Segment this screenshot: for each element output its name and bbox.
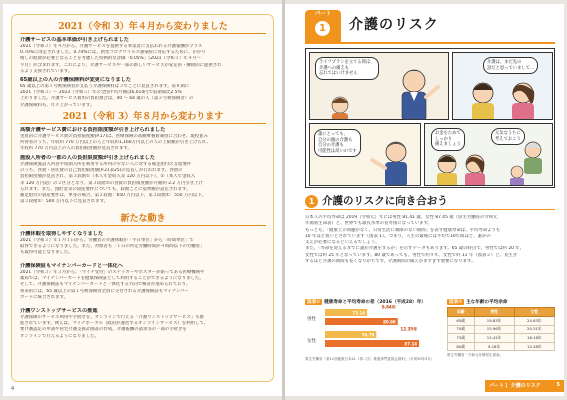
speech-bubble: お金をためて しっかり 備えましょう [431, 128, 465, 151]
table-title: 主な年齢の平均余命 [466, 300, 508, 305]
lifespan-bar-chart [305, 305, 435, 353]
info-box [11, 14, 274, 382]
item-body: 介護保険のサービス利用や手続きを、オンラインで行える「介護ワンストップサービス」も推 進されています。例えば、マイナポータル（政府が運営するオンラインサービス）を利用して、 要介護認定の申請や居宅介護支援計画書の作成、介護報酬の請求等の一部の手続きを オンラインで行えるようになりました。 [20, 315, 209, 339]
page-number: 4 [11, 386, 15, 392]
section3-title: 新たな動き [120, 214, 166, 224]
item-body: 65 歳以上の第１号被保険者が支払う介護保険料は３年ごとに見直されます。第８期に 2021（令和３）〜 2023（令和５）年の全国平均月額は6,014円で前期間比2.5% 上がりました。介護サービス費用の負担割合は、40 〜 64 歳の人（第２号被保険者）の 介護保険料も、年々上がっています。 [20, 84, 194, 108]
table-row [448, 334, 555, 343]
item-body: 介護保険施設入所者や短期入所を利用する所得の少ない人に対する補足給付の支給要件 のうち、食費・居住費の自己負担限度額(P.21表25)の見直しが行われます。食費の 負担限度額が見直され、第３段階①（本人年金収入等 120 万円以下）、②（本人年金収入 等 120 万円超）の２区分となり、第３段階②の食費の負担限度額が月額約 2.2 万円引き上げ られます。また、預貯金等の資産要件についても、段階ごとに基準額が設定されます。 補足給付の資産要件は、単身の場合、第２段階：650 万円以下、第３段階①：550 万円以下、 第３段階②：500 万円以下に見直されます。 [20, 162, 206, 205]
manga-panel-1 [309, 52, 449, 120]
bar-value-label: 72.14 [352, 310, 366, 316]
life-expectancy-table [447, 299, 555, 365]
speech-bubble: 誰にとっても、 自分の親の介護も 自分の介護も 可能性は高いのです [314, 129, 361, 157]
bar-value-label: 87.14 [404, 341, 418, 347]
chart-title: 健康寿命と平均寿命の差（2016（平成28）年） [324, 300, 426, 305]
table-caption [447, 299, 555, 305]
bar-value-label: 80.98 [383, 319, 396, 325]
item-heading: 施設入所者の一部の人の負担限度額が引き上げられました [20, 155, 155, 161]
section-number: 1 [305, 195, 318, 208]
table-cell: 80歳 [448, 342, 475, 351]
table-cell: 24.63年 [514, 317, 554, 326]
table-tag: 図表② [449, 300, 463, 305]
table-header: 男性 [474, 308, 514, 317]
gap-label: 12.35年 [400, 326, 418, 332]
section-header [305, 194, 555, 210]
table-source-note: 厚生労働省「令和元年簡易生命表」 [447, 353, 503, 358]
table-cell: 19.83年 [474, 317, 514, 326]
table-row [448, 317, 555, 326]
item-body: 2021（令和３）年３月から、「マイナ受付」のステッカーやポスターが貼ってある医療機関や 薬局では、マイナンバーカードを健康保険証として利用することができるようになりました。 そして、介護保険証もマイナンバーカードと一体化する方向で検討が進められており、 将来的には、65 歳以上の第１号被保険者全員に交付される介護保険証もマイナンバー カードに統合されます。 [20, 270, 205, 300]
speech-bubble: ライフプランを立てる時は、 介護への備えも 忘れてはいけません [315, 57, 379, 80]
category-label: 男性 [307, 317, 316, 322]
footer-band [485, 380, 564, 392]
section3-title-bar [20, 213, 266, 226]
part-label: パート [314, 11, 332, 17]
speech-bubble: 元気なうちに 考えておこう [491, 128, 525, 145]
table-header: 年齢 [448, 308, 475, 317]
section2-title-bar [20, 111, 266, 124]
item-heading: 65歳以上の人の介護保険料が変更になりました [20, 77, 131, 83]
item-heading: 高額介護サービス費における負担限度額が引き上げられました [20, 127, 166, 133]
item-body: 2021（令和３）年４月から、介護サービスを提供する事業者に支払われる介護報酬がプラス 0.70%に改定されました。0.70%には、新型コロナウイルス感染症に対応するために、かかり 増しの経費が必要となることを考慮した特例的な評価「0.05%」（2021（令和３）年４月〜 ９月）が含まれます。これにより、介護サービスや一部の新しいサービスが安定的・継続的に提供され るよう支援されています。 [20, 44, 222, 74]
manga-strip [305, 48, 555, 188]
item-heading: 介護ワンストップサービスの推進 [20, 308, 98, 314]
chapter-title: 介護のリスク [349, 17, 439, 33]
table-cell: 12.28年 [514, 342, 554, 351]
page-number: 5 [556, 382, 560, 388]
footer-label: パート１ 介護のリスク [489, 383, 541, 389]
table-row [448, 325, 555, 334]
table-cell: 70歳 [448, 325, 475, 334]
section1-title: 2021（令和 3）年４月から変わりました [58, 22, 228, 32]
category-label: 女性 [307, 339, 316, 344]
table-cell: 15.96年 [474, 325, 514, 334]
section-body: 日本人の平均寿命は 2019（令和元）年には男性 81.41 歳、女性 87.45 歳（厚生労働省の令和元 年簡易生命表）と、世界でも最長水準の長寿国になっています。 もっとも、「健康上の問題がなく、日常生活に制限のない期間」を表す健康寿命は、平均寿命よりも 10 年ほど短いとされています（図表 1）。つまり、人生の最後には平均で10年間ほど、誰かの 支えが必要になるといえるでしょう。 また、「寿命を迎えるまでに誰が介護をするか」を示すデータもあります。65 歳の時点で、男性では約 20 年、 女性では約 25 年となっています。80 歳であっても、男性で約９年、女性で約 11 年（図表２）と、長生き するほど介護の期間も長くなりがちです。介護期間の備えがますます重要になります。 [305, 215, 525, 265]
item-heading: 介護保険証もマイナンバーカードと一体化へ [20, 263, 123, 269]
speech-bubble: 介護は、まだ先の 話だと思っていまして… [483, 57, 538, 74]
table-header: 女性 [514, 308, 554, 317]
section1-title-bar [20, 21, 266, 34]
right-page [285, 4, 564, 396]
manga-panel-2 [452, 52, 553, 120]
table-cell: 65歳 [448, 317, 475, 326]
section2-title: 2021（令和 3）年８月から変わります [62, 112, 224, 122]
gap-label: 8.84年 [381, 305, 396, 310]
item-heading: 介護サービスの基本単価が引き上げられました [20, 37, 129, 43]
section-title: 介護のリスクに向き合おう [322, 195, 448, 207]
chart-tag: 図表① [307, 300, 321, 305]
lifespan-chart [305, 299, 435, 365]
table-cell: 9.18年 [474, 342, 514, 351]
bar-value-label: 74.79 [361, 332, 375, 338]
table-cell: 12.41年 [474, 334, 514, 343]
manga-panel-4 [424, 123, 553, 186]
title-rule [305, 42, 555, 44]
table-row [448, 342, 555, 351]
item-body: 実質的に介護サービス費の負担限度額(P.17)は、医療保険の高額療養費制度に合わせ、現役並み 所得者のうち、年収約 770 万円以上の人と年収約1,160万円以上の人の上限額が引き上げられ、 年収約 770 万円以上の人の負担限度額が見直されます。 [20, 134, 211, 152]
table-cell: 20.31年 [514, 325, 554, 334]
life-expectancy-grid [447, 307, 555, 351]
part-badge [305, 10, 341, 42]
manga-panel-3 [309, 123, 421, 186]
part-number: 1 [315, 21, 330, 36]
table-cell: 75歳 [448, 334, 475, 343]
table-cell: 16.16年 [514, 334, 554, 343]
chart-source-note: 厚生労働省「第11回健康日本21（第二次）推進専門委員会資料」（平成30年3月） [305, 357, 435, 361]
item-body: 2021（令和３）年１月１日から、労働者の介護休暇が「半日単位」から「時間単位」で 取得できるようになりました。また、対象者も「１日の所定労働時間が４時間以下の労働者」 も取得可能となりました。 [20, 238, 205, 256]
left-page [3, 4, 282, 396]
item-heading: 介護休暇を取得しやすくなりました [20, 231, 104, 237]
